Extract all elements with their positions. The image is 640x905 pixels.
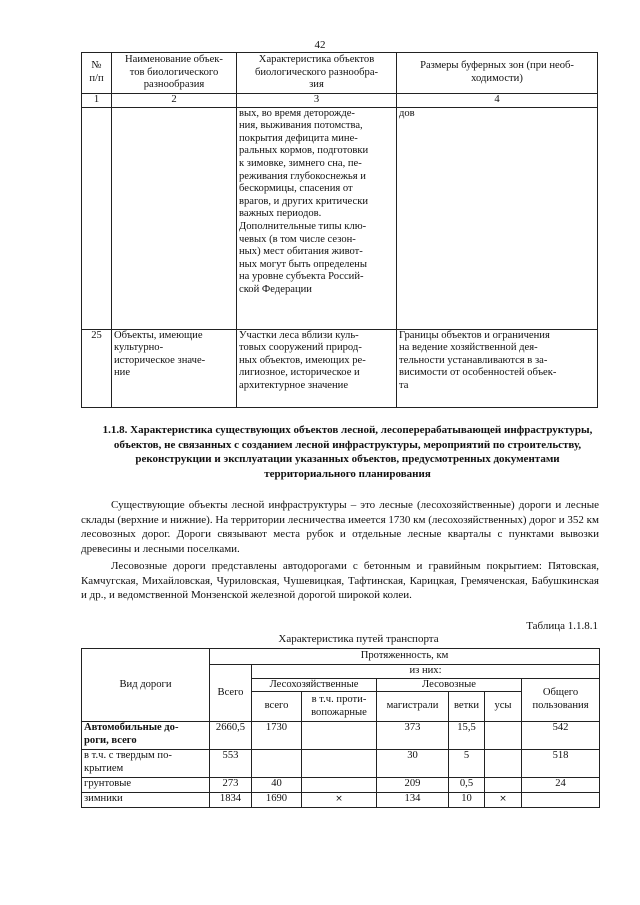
table2-cell-branches: 5	[449, 750, 485, 778]
table1-colnum: 3	[237, 94, 397, 108]
table2-header-forestry-total: всего	[252, 692, 302, 722]
table1-cell-buffer: дов	[397, 107, 598, 329]
table2-cell-name: в т.ч. с твердым по- крытием	[82, 750, 210, 778]
table1-cell-num	[82, 107, 112, 329]
table2-cell-branches: 0,5	[449, 778, 485, 793]
table2-cell-total: 553	[210, 750, 252, 778]
table1-header-row	[82, 53, 598, 94]
table2-cell-public: 24	[522, 778, 600, 793]
paragraph-logging-roads: Лесовозные дороги представлены автодорогами с бетонным и гравийным покрытием: Пятовская, Камчугская, Михайловская, Чуриловская, Чушевицкая, Тафтинская, Карицкая, Гремяченская, Бабушкинская и др., и ведомственной Монзенской железной дорогой широкой колеи.	[81, 560, 599, 601]
table1-cell-name	[112, 107, 237, 329]
table2-cell-mains: 30	[377, 750, 449, 778]
table2-cell-forestry-total	[252, 750, 302, 778]
table2-cell-forestry-total: 1690	[252, 793, 302, 808]
transport-routes-table	[81, 648, 600, 808]
table2-cell-name: зимники	[82, 793, 210, 808]
table1-cell-buffer: Границы объектов и ограничения на ведение хозяйственной дея- тельности устанавливаются в за- висимости от особенностей объек- та	[397, 329, 598, 407]
table2-cell-total: 273	[210, 778, 252, 793]
table2-cell-total: 1834	[210, 793, 252, 808]
table2-cell-name: грунтовые	[82, 778, 210, 793]
table2-cell-forestry-fire	[302, 722, 377, 750]
table1-header-name: Наименование объек- тов биологического разнообразия	[112, 53, 237, 94]
table1-header-char: Характеристика объектов биологического разнообра- зия	[237, 53, 397, 94]
table1-colnum: 1	[82, 94, 112, 108]
table2-header-length: Протяженность, км	[210, 649, 600, 665]
table2-header-row-1	[82, 649, 600, 665]
table-title: Характеристика путей транспорта	[278, 633, 439, 645]
table2-header-forestry-fire: в т.ч. проти- вопожарные	[302, 692, 377, 722]
table2-header-of-which: из них:	[252, 665, 600, 679]
table2-cell-forestry-fire	[302, 778, 377, 793]
table2-header-logging: Лесовозные	[377, 678, 522, 692]
table1-colnum-row	[82, 94, 598, 108]
table1-cell-name: Объекты, имеющие культурно- историческое значе- ние	[112, 329, 237, 407]
table-row	[82, 750, 600, 778]
table1-cell-char: Участки леса вблизи куль- товых сооружений природ- ных объектов, имеющих ре- лигиозное, историческое и архитектурное значение	[237, 329, 397, 407]
table1-header-buffer: Размеры буферных зон (при необ- ходимости)	[397, 53, 598, 94]
table2-header-spurs: усы	[485, 692, 522, 722]
table2-cell-branches: 15,5	[449, 722, 485, 750]
table2-cell-spurs	[485, 750, 522, 778]
table2-cell-forestry-total: 1730	[252, 722, 302, 750]
table-row	[82, 793, 600, 808]
table2-header-branches: ветки	[449, 692, 485, 722]
table2-cell-total: 2660,5	[210, 722, 252, 750]
table2-header-mains: магистрали	[377, 692, 449, 722]
table1-cell-num: 25	[82, 329, 112, 407]
biodiversity-objects-table	[81, 52, 598, 408]
table2-cell-spurs	[485, 778, 522, 793]
table2-cell-mains: 209	[377, 778, 449, 793]
table2-cell-branches: 10	[449, 793, 485, 808]
table1-row-continued	[82, 107, 598, 329]
table2-cell-public	[522, 793, 600, 808]
table2-header-total: Всего	[210, 665, 252, 722]
table2-cell-spurs	[485, 722, 522, 750]
table-row	[82, 778, 600, 793]
table1-header-num: № п/п	[82, 53, 112, 94]
table2-cell-public: 542	[522, 722, 600, 750]
table2-cell-name: Автомобильные до- роги, всего	[82, 722, 210, 750]
table2-header-road-type: Вид дороги	[82, 649, 210, 722]
table1-colnum: 4	[397, 94, 598, 108]
section-heading: 1.1.8. Характеристика существующих объектов лесной, лесоперерабатывающей инфраструктуры, объектов, не связанных с созданием лесной инфраструктуры, мероприятий по строительству, реконструкции и эксплуатации указанных объектов, предусмотренных документами территориального планирования	[102, 424, 593, 480]
table1-row-25	[82, 329, 598, 407]
paragraph-infrastructure: Существующие объекты лесной инфраструктуры – это лесные (лесохозяйственные) дороги и лесные склады (верхние и нижние). На территории лесничества имеется 1730 км (лесохозяйственных) дорог и 352 км лесовозных дорог. Дороги связывают места рубок и отдельные лесные кварталы с пунктами вывозки древесины и лесными поселками.	[81, 499, 599, 555]
table2-cell-mains: 134	[377, 793, 449, 808]
table2-header-forestry: Лесохозяйственные	[252, 678, 377, 692]
table2-cell-forestry-fire: ×	[302, 793, 377, 808]
table2-header-public: Общего пользования	[522, 678, 600, 722]
table1-colnum: 2	[112, 94, 237, 108]
table-row	[82, 722, 600, 750]
table2-cell-forestry-total: 40	[252, 778, 302, 793]
table2-cell-spurs: ×	[485, 793, 522, 808]
table-number: Таблица 1.1.8.1	[526, 620, 598, 632]
page-number: 42	[314, 39, 326, 51]
table1-cell-char: вых, во время деторожде- ния, выживания потомства, покрытия дефицита мине- ральных кормов, подготовки к зимовке, зимнего сна, пе- реживания глубокоснежья и бескормицы, спасения от врагов, и других критически важных периодов. Дополнительные типы клю- чевых (в том числе сезон- ных) мест обитания живот- ных могут быть определены на уровне субъекта Россий- ской Федерации	[237, 107, 397, 329]
table2-cell-mains: 373	[377, 722, 449, 750]
table2-cell-forestry-fire	[302, 750, 377, 778]
table2-cell-public: 518	[522, 750, 600, 778]
